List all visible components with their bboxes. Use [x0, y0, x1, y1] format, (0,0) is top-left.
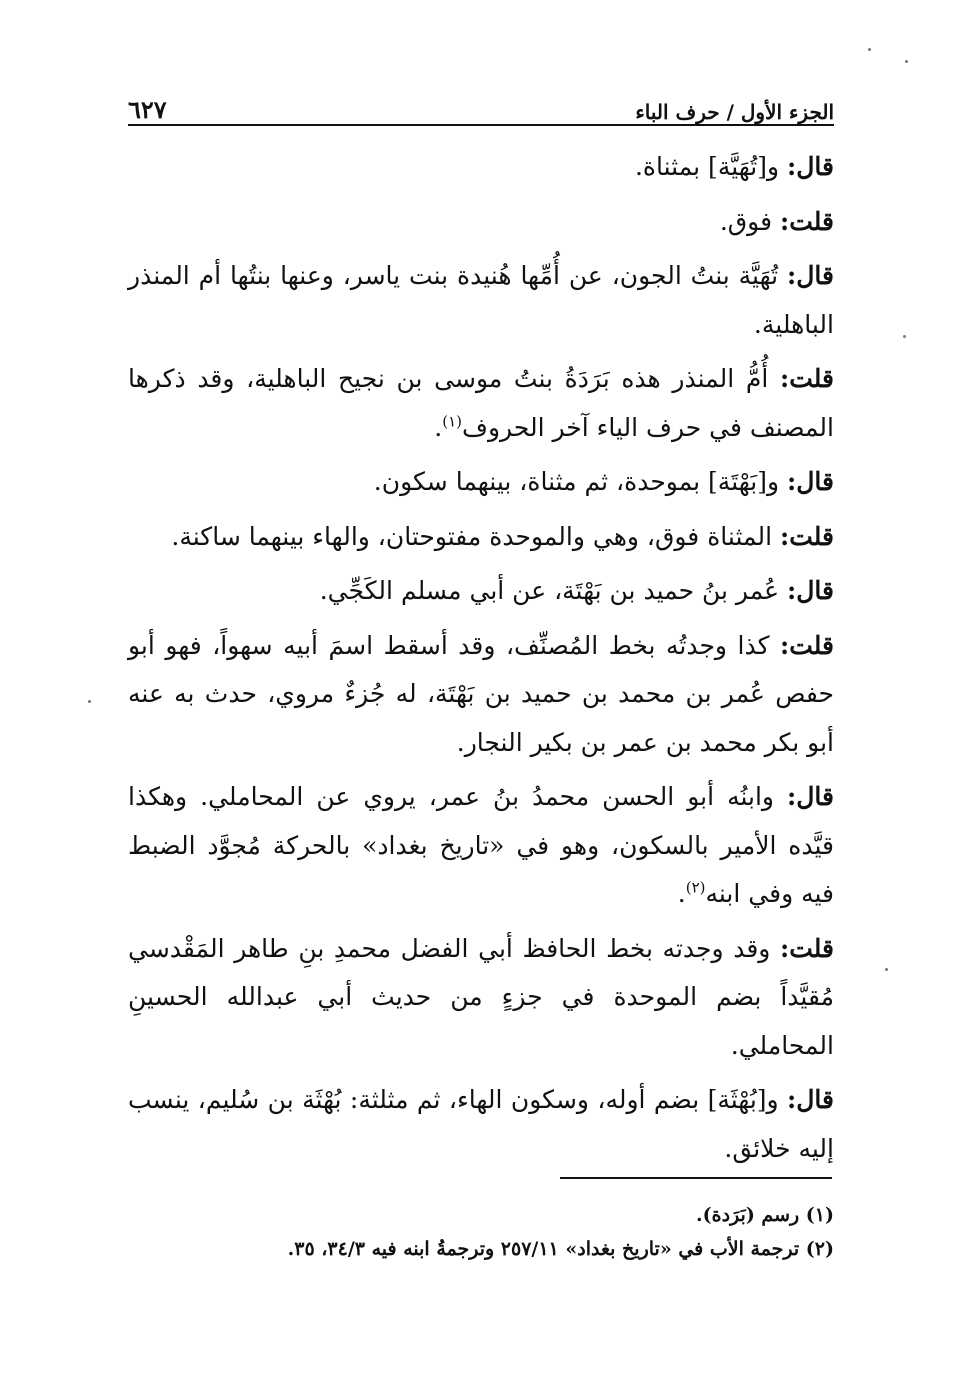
footnote-ref[interactable]: (٢)	[685, 878, 706, 897]
paragraph-text: المثناة فوق، وهي والموحدة مفتوحتان، والهاء بينهما ساكنة.	[171, 521, 773, 551]
paragraph	[128, 355, 834, 452]
scan-speck	[868, 48, 871, 51]
paragraph	[128, 513, 834, 562]
paragraph	[128, 622, 834, 768]
paragraph-text: كذا وجدتُه بخط المُصنِّف، وقد أسقط اسمَ أبيه سهواً، فهو أبو حفص عُمر بن محمد بن حميد بن بَهْتَة، له جُزءٌ مروي، حدث به عنه أبو بكر محمد بن عمر بن بكير النجار.	[128, 630, 834, 757]
paragraph	[128, 198, 834, 247]
footnotes	[128, 1198, 834, 1266]
paragraph-label: قال:	[787, 152, 834, 181]
paragraph	[128, 773, 834, 919]
paragraph-text: و[بُهْثَة] بضم أوله، وسكون الهاء، ثم مثلثة: بُهْثَة بن سُليم، ينسب إليه خلائق.	[128, 1085, 834, 1163]
paragraph-text: أُمُّ المنذر هذه بَرَدَةُ بنتُ موسى بن نجيح الباهلية، وقد ذكرها المصنف في حرف الياء آخر الحروف	[128, 364, 834, 442]
scan-speck	[905, 60, 908, 63]
paragraph-label: قال:	[787, 467, 834, 496]
paragraph-label: قال:	[787, 576, 834, 605]
page-number: ٦٢٧	[128, 95, 167, 124]
paragraph	[128, 143, 834, 192]
footnote: (١) رسم (بَرَدة).	[696, 1204, 834, 1226]
paragraph-label: قلت:	[779, 521, 834, 551]
paragraph-text: و[بَهْتَة] بموحدة، ثم مثناة، بينهما سكون.	[373, 467, 780, 496]
paragraph-label: قلت:	[779, 630, 834, 660]
footnote-ref[interactable]: (١)	[442, 412, 463, 431]
paragraph-text: وابنُه أبو الحسن محمدُ بنُ عمر، يروي عن المحاملي. وهكذا قيَّده الأمير بالسكون، وهو في «تاريخ بغداد» بالحركة مُجوَّد الضبط فيه وفي ابنه	[128, 782, 834, 908]
paragraph-text: فوق.	[719, 206, 773, 236]
paragraph	[128, 252, 834, 349]
paragraph-label: قال:	[787, 782, 834, 811]
scan-speck	[903, 335, 906, 338]
scan-speck	[88, 700, 91, 703]
paragraph	[128, 567, 834, 616]
paragraph-text: عُمر بنُ حميد بن بَهْتَة، عن أبي مسلم الكَجِّي.	[319, 576, 780, 605]
paragraph-label: قلت:	[779, 364, 834, 393]
paragraph-text: و[تُهَيَّة] بمثناة.	[634, 152, 780, 181]
paragraph	[128, 1076, 834, 1173]
paragraph-end: .	[434, 412, 443, 442]
footnote-divider	[560, 1177, 832, 1179]
paragraph-label: قال:	[787, 261, 834, 290]
paragraph-end: .	[677, 879, 686, 908]
page-header	[128, 88, 834, 126]
paragraph-text: تُهَيَّة بنتُ الجون، عن أُمِّها هُنيدة بنت ياسر، وعنها بنتُها أم المنذر الباهلية.	[128, 261, 834, 339]
paragraph-label: قال:	[787, 1085, 834, 1114]
scan-speck	[885, 968, 888, 971]
paragraph-label: قلت:	[779, 933, 834, 963]
paragraph-text: وقد وجدته بخط الحافظ أبي الفضل محمدِ بنِ طاهر المَقْدسي مُقيَّداً بضم الموحدة في جزءٍ من حديث أبي عبدالله الحسينِ المحاملي.	[128, 933, 834, 1060]
footnote: (٢) ترجمة الأب في «تاريخ بغداد» ٢٥٧/١١ وترجمةُ ابنه فيه ٣٤/٣، ٣٥.	[287, 1238, 834, 1260]
paragraph	[128, 925, 834, 1071]
paragraph-label: قلت:	[779, 206, 834, 236]
running-title: الجزء الأول / حرف الباء	[635, 100, 834, 124]
main-text	[128, 143, 834, 1179]
paragraph	[128, 458, 834, 507]
